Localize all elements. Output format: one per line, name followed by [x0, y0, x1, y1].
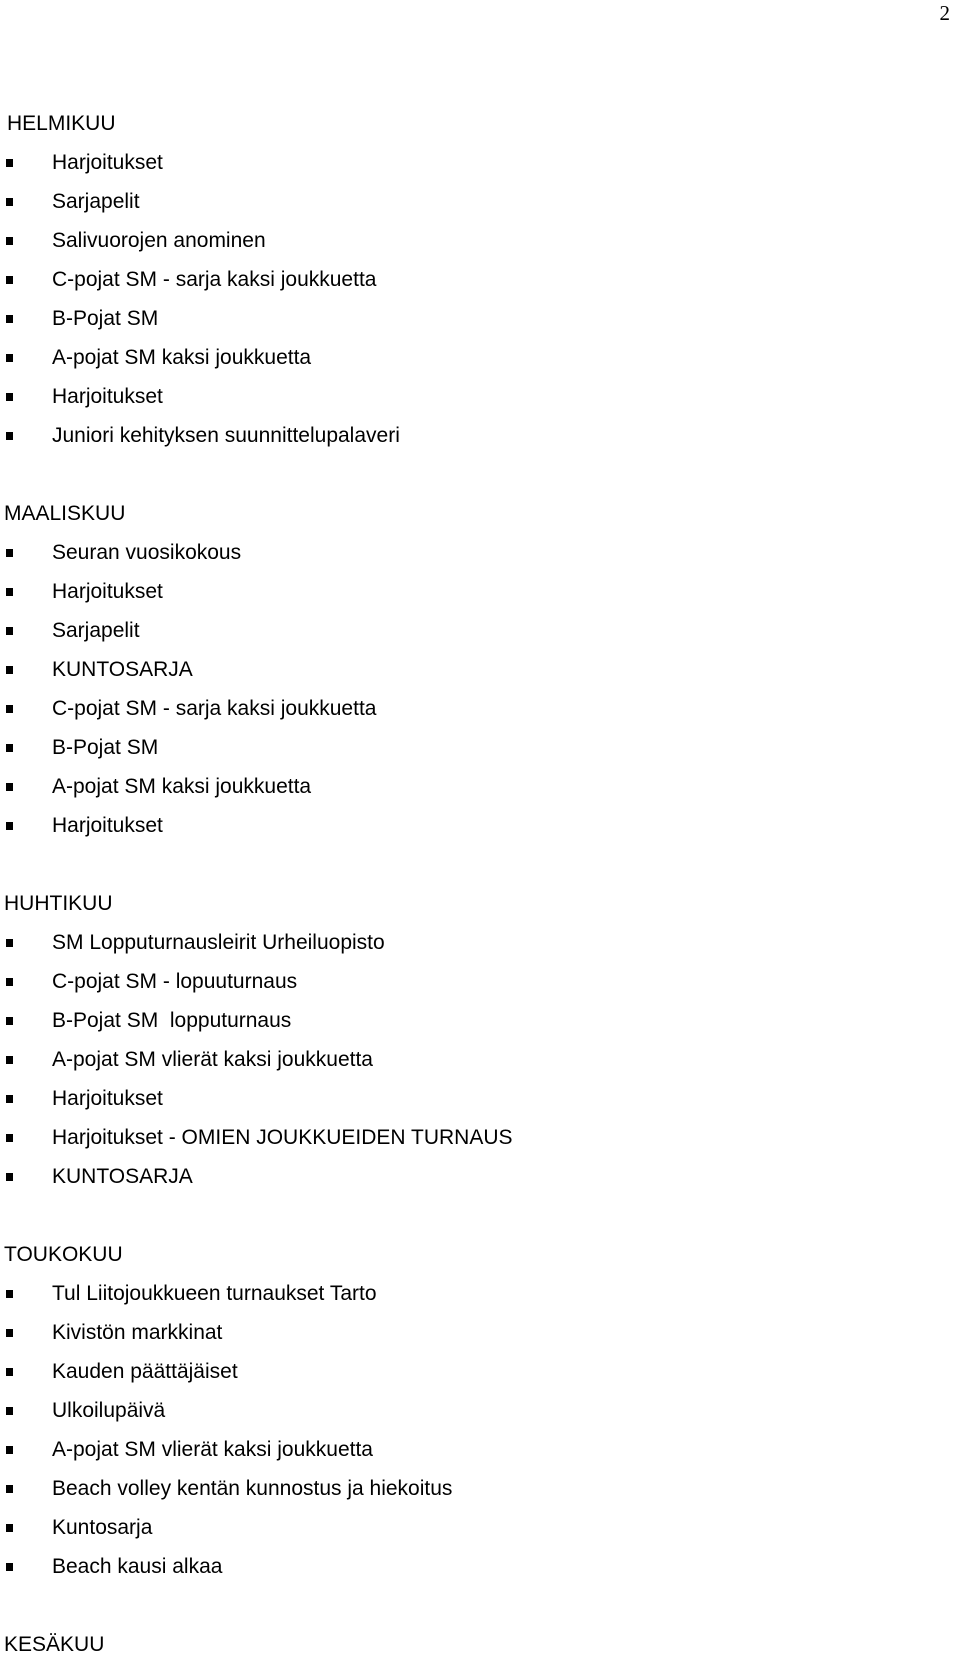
event-list	[0, 1274, 940, 1586]
list-item-text: Seuran vuosikokous	[52, 541, 242, 564]
square-bullet-icon	[6, 1563, 13, 1571]
list-item-text: Kuntosarja	[52, 1516, 153, 1539]
list-item	[0, 689, 940, 728]
list-item-text: C-pojat SM - sarja kaksi joukkuetta	[52, 697, 377, 720]
list-item	[0, 143, 940, 182]
month-section-huhtikuu	[0, 884, 940, 1235]
list-item-text: Sarjapelit	[52, 190, 140, 213]
square-bullet-icon	[6, 354, 13, 362]
list-item	[0, 1547, 940, 1586]
list-item-text: Salivuorojen anominen	[52, 229, 266, 252]
list-item	[0, 728, 940, 767]
list-item	[0, 533, 940, 572]
list-item	[0, 1001, 940, 1040]
list-item-text: A-pojat SM vlierät kaksi joukkuetta	[52, 1048, 373, 1071]
list-item	[0, 338, 940, 377]
list-item	[0, 299, 940, 338]
square-bullet-icon	[6, 939, 13, 947]
list-item-text: Harjoitukset	[52, 385, 163, 408]
list-item	[0, 923, 940, 962]
square-bullet-icon	[6, 1095, 13, 1103]
list-item-text: Harjoitukset	[52, 151, 163, 174]
square-bullet-icon	[6, 1485, 13, 1493]
square-bullet-icon	[6, 1134, 13, 1142]
list-item-text: C-pojat SM - sarja kaksi joukkuetta	[52, 268, 377, 291]
list-item-text: C-pojat SM - lopuuturnaus	[52, 970, 298, 993]
page-number: 2	[939, 1, 950, 25]
square-bullet-icon	[6, 627, 13, 635]
list-item	[0, 1157, 940, 1196]
list-item-text: A-pojat SM kaksi joukkuetta	[52, 775, 312, 798]
square-bullet-icon	[6, 159, 13, 167]
square-bullet-icon	[6, 1056, 13, 1064]
section-spacer	[0, 845, 940, 884]
list-item	[0, 1118, 940, 1157]
list-item-text: Kauden päättäjäiset	[52, 1360, 238, 1383]
square-bullet-icon	[6, 549, 13, 557]
list-item	[0, 1079, 940, 1118]
list-item	[0, 221, 940, 260]
list-item-text: Beach volley kentän kunnostus ja hiekoitus	[52, 1477, 453, 1500]
square-bullet-icon	[6, 666, 13, 674]
list-item-text: Harjoitukset	[52, 580, 163, 603]
list-item	[0, 1040, 940, 1079]
list-item	[0, 650, 940, 689]
list-item-text: B-Pojat SM lopputurnaus	[52, 1009, 292, 1032]
square-bullet-icon	[6, 783, 13, 791]
month-section-maaliskuu	[0, 494, 940, 884]
list-item-text: Sarjapelit	[52, 619, 140, 642]
list-item-text: Harjoitukset - OMIEN JOUKKUEIDEN TURNAUS	[52, 1126, 513, 1149]
square-bullet-icon	[6, 432, 13, 440]
month-heading: TOUKOKUU	[4, 1243, 123, 1266]
square-bullet-icon	[6, 978, 13, 986]
event-list	[0, 533, 940, 845]
list-item	[0, 1391, 940, 1430]
square-bullet-icon	[6, 276, 13, 284]
list-item-text: Harjoitukset	[52, 1087, 163, 1110]
month-section-helmikuu	[0, 104, 940, 494]
month-heading: HELMIKUU	[7, 112, 116, 135]
event-list	[0, 143, 940, 455]
square-bullet-icon	[6, 237, 13, 245]
square-bullet-icon	[6, 588, 13, 596]
list-item	[0, 1274, 940, 1313]
list-item-text: Ulkoilupäivä	[52, 1399, 166, 1422]
list-item-text: A-pojat SM vlierät kaksi joukkuetta	[52, 1438, 373, 1461]
month-heading: MAALISKUU	[4, 502, 126, 525]
list-item	[0, 1430, 940, 1469]
list-item	[0, 377, 940, 416]
section-spacer	[0, 1196, 940, 1235]
list-item-text: B-Pojat SM	[52, 307, 159, 330]
list-item	[0, 806, 940, 845]
square-bullet-icon	[6, 705, 13, 713]
list-item	[0, 572, 940, 611]
month-section-toukokuu	[0, 1235, 940, 1625]
list-item-text: B-Pojat SM	[52, 736, 159, 759]
list-item	[0, 416, 940, 455]
list-item-text: Tul Liitojoukkueen turnaukset Tarto	[52, 1282, 377, 1305]
list-item-text: SM Lopputurnausleirit Urheiluopisto	[52, 931, 385, 954]
list-item	[0, 767, 940, 806]
list-item-text: KUNTOSARJA	[52, 1165, 193, 1188]
list-item	[0, 182, 940, 221]
list-item-text: A-pojat SM kaksi joukkuetta	[52, 346, 312, 369]
square-bullet-icon	[6, 744, 13, 752]
square-bullet-icon	[6, 822, 13, 830]
list-item-text: Kivistön markkinat	[52, 1321, 223, 1344]
list-item	[0, 1352, 940, 1391]
list-item	[0, 260, 940, 299]
square-bullet-icon	[6, 1446, 13, 1454]
square-bullet-icon	[6, 1017, 13, 1025]
square-bullet-icon	[6, 1173, 13, 1181]
square-bullet-icon	[6, 1329, 13, 1337]
list-item-text: Harjoitukset	[52, 814, 163, 837]
event-list	[0, 923, 940, 1196]
list-item	[0, 611, 940, 650]
month-heading: HUHTIKUU	[4, 892, 113, 915]
document-body	[0, 104, 940, 1664]
square-bullet-icon	[6, 393, 13, 401]
section-spacer	[0, 455, 940, 494]
square-bullet-icon	[6, 198, 13, 206]
list-item-text: Juniori kehityksen suunnittelupalaveri	[52, 424, 400, 447]
square-bullet-icon	[6, 315, 13, 323]
list-item	[0, 962, 940, 1001]
list-item	[0, 1508, 940, 1547]
list-item-text: Beach kausi alkaa	[52, 1555, 223, 1578]
list-item-text: KUNTOSARJA	[52, 658, 193, 681]
square-bullet-icon	[6, 1368, 13, 1376]
square-bullet-icon	[6, 1524, 13, 1532]
list-item	[0, 1313, 940, 1352]
square-bullet-icon	[6, 1407, 13, 1415]
list-item	[0, 1469, 940, 1508]
month-section-kesakuu	[0, 1625, 940, 1664]
section-spacer	[0, 1586, 940, 1625]
month-heading: KESÄKUU	[4, 1633, 105, 1656]
square-bullet-icon	[6, 1290, 13, 1298]
